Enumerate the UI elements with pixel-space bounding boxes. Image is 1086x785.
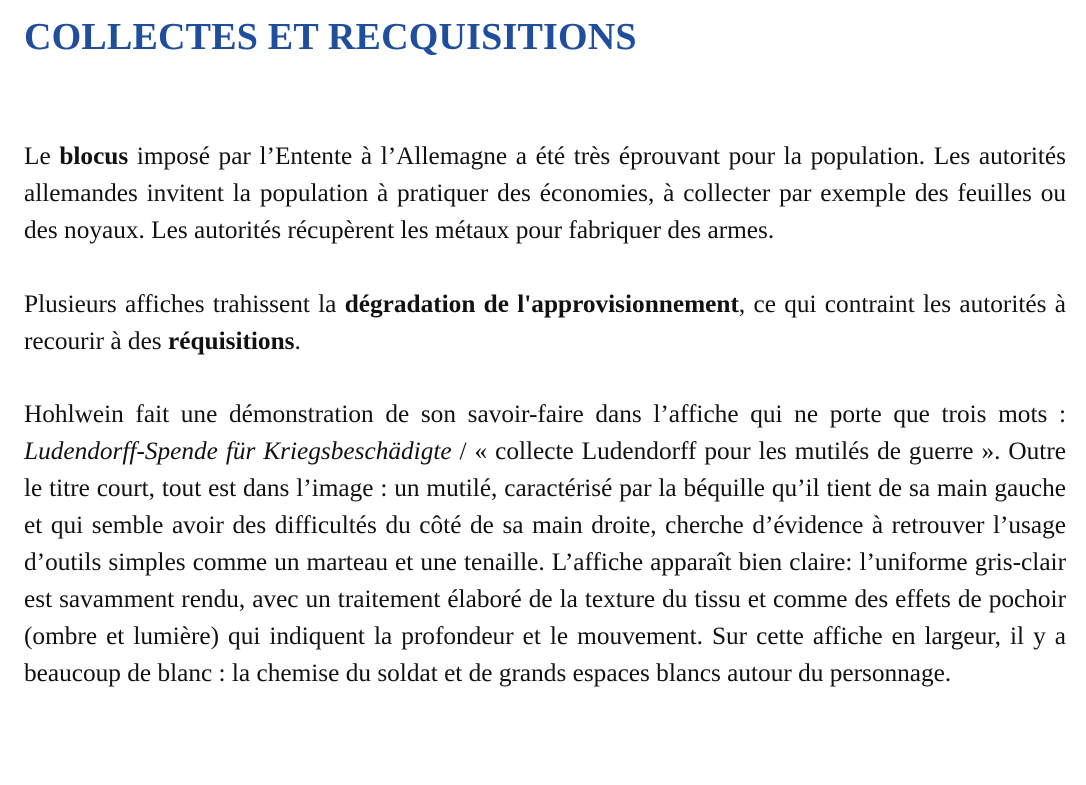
text-run: Hohlwein fait une démonstration de son savoir-faire dans l’affiche qui ne porte que trois mots : <box>24 400 1066 428</box>
page-title: COLLECTES ET RECQUISITIONS <box>24 16 637 58</box>
bold-term-degradation: dégradation de l'approvisionnement <box>344 290 739 318</box>
bold-term-requisitions: réquisitions <box>167 327 295 355</box>
text-run: Le <box>24 142 60 170</box>
paragraph-hohlwein <box>24 396 1066 692</box>
text-run: . <box>294 327 301 355</box>
text-run: imposé par l’Entente à l’Allemagne a été très éprouvant pour la population. Les autorités allemandes invitent la population à pratiquer des économies, à collecter par exemple des feuilles ou des noyaux. Les autorités récupèrent les métaux pour fabriquer des armes. <box>24 142 1066 244</box>
paragraph-requisitions <box>24 286 1066 360</box>
italic-poster-title: Ludendorff-Spende für Kriegsbeschädigte <box>24 437 452 465</box>
text-run: Plusieurs affiches trahissent la <box>24 290 345 318</box>
paragraph-blocus <box>24 138 1066 249</box>
bold-term-blocus: blocus <box>59 142 129 170</box>
text-run: / « collecte Ludendorff pour les mutilés de guerre ». Outre le titre court, tout est dans l’image : un mutilé, caractérisé par la béquille qu’il tient de sa main gauche et qui semble avoir des difficultés du côté de sa main droite, cherche d’évidence à retrouver l’usage d’outils simples comme un marteau et une tenaille. L’affiche apparaît bien claire: l’uniforme gris-clair est savamment rendu, avec un traitement élaboré de la texture du tissu et comme des effets de pochoir (ombre et lumière) qui indiquent la profondeur et le mouvement. Sur cette affiche en largeur, il y a beaucoup de blanc : la chemise du soldat et de grands espaces blancs autour du personnage. <box>24 437 1066 687</box>
text-run: , ce qui contraint les autorités à recourir à des <box>24 290 1066 355</box>
